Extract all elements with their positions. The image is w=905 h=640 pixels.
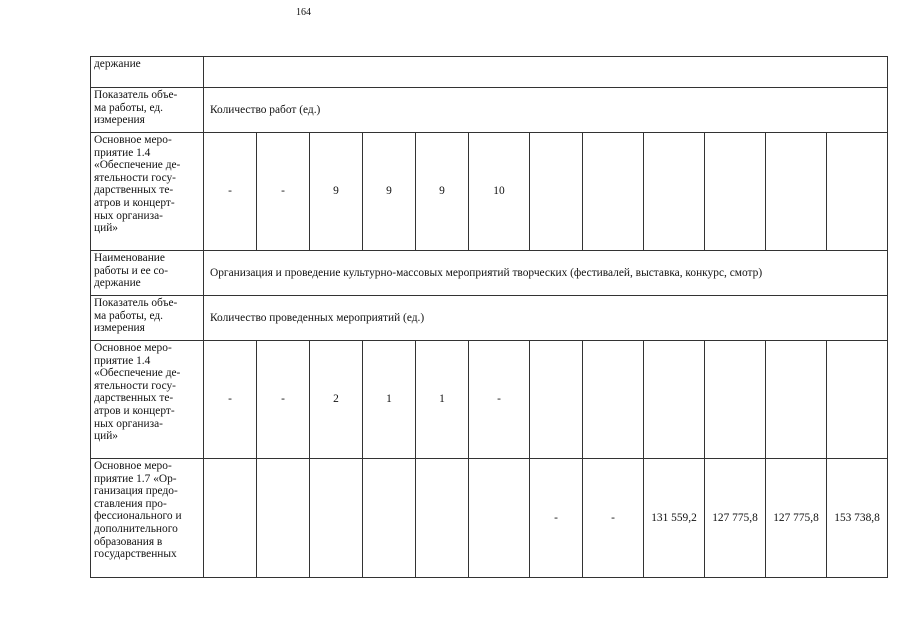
table-cell: - bbox=[530, 459, 583, 578]
row-label: Наименование работы и ее со- держание bbox=[91, 251, 204, 296]
table-row bbox=[91, 57, 888, 88]
page-number: 164 bbox=[296, 7, 311, 18]
table-cell: 153 738,8 bbox=[827, 459, 888, 578]
table-cell: - bbox=[204, 341, 257, 459]
table-cell: 9 bbox=[416, 133, 469, 251]
table-cell: 131 559,2 bbox=[644, 459, 705, 578]
table-cell bbox=[644, 133, 705, 251]
row-span-text bbox=[204, 57, 888, 88]
row-label: Показатель объе- ма работы, ед. измерения bbox=[91, 88, 204, 133]
table-cell: - bbox=[257, 133, 310, 251]
table-cell bbox=[827, 133, 888, 251]
table-cell bbox=[644, 341, 705, 459]
table-cell bbox=[363, 459, 416, 578]
table-row bbox=[91, 251, 888, 296]
table-cell bbox=[583, 341, 644, 459]
table-cell bbox=[766, 341, 827, 459]
table-cell: 9 bbox=[310, 133, 363, 251]
table-cell bbox=[310, 459, 363, 578]
row-label: Показатель объе- ма работы, ед. измерения bbox=[91, 296, 204, 341]
table-cell: 10 bbox=[469, 133, 530, 251]
table-cell: 9 bbox=[363, 133, 416, 251]
table-row bbox=[91, 88, 888, 133]
table-cell: - bbox=[257, 341, 310, 459]
table-cell bbox=[766, 133, 827, 251]
table-row bbox=[91, 296, 888, 341]
table-cell: - bbox=[204, 133, 257, 251]
table-cell: 1 bbox=[416, 341, 469, 459]
row-span-text: Количество проведенных мероприятий (ед.) bbox=[204, 296, 888, 341]
table-cell: 127 775,8 bbox=[705, 459, 766, 578]
table-cell bbox=[469, 459, 530, 578]
table-cell: - bbox=[583, 459, 644, 578]
table-cell: - bbox=[469, 341, 530, 459]
row-label: Основное меро- приятие 1.4 «Обеспечение де- ятельности госу- дарственных те- атров и концерт- ных организа- ций» bbox=[91, 133, 204, 251]
table-cell bbox=[530, 341, 583, 459]
table-cell bbox=[416, 459, 469, 578]
row-label: Основное меро- приятие 1.4 «Обеспечение де- ятельности госу- дарственных те- атров и концерт- ных организа- ций» bbox=[91, 341, 204, 459]
table-cell bbox=[257, 459, 310, 578]
row-label: держание bbox=[91, 57, 204, 88]
row-label: Основное меро- приятие 1.7 «Ор- ганизация предо- ставления про- фессионального и дополнительного образования в государственных bbox=[91, 459, 204, 578]
table-cell bbox=[204, 459, 257, 578]
table-cell bbox=[705, 133, 766, 251]
table-cell: 127 775,8 bbox=[766, 459, 827, 578]
data-table bbox=[90, 56, 888, 578]
table-row bbox=[91, 133, 888, 251]
table-cell: 2 bbox=[310, 341, 363, 459]
table-cell bbox=[705, 341, 766, 459]
table-row bbox=[91, 341, 888, 459]
table-cell bbox=[583, 133, 644, 251]
row-span-text: Количество работ (ед.) bbox=[204, 88, 888, 133]
table-cell: 1 bbox=[363, 341, 416, 459]
table-row bbox=[91, 459, 888, 578]
table-cell bbox=[530, 133, 583, 251]
table-cell bbox=[827, 341, 888, 459]
row-span-text: Организация и проведение культурно-массовых мероприятий творческих (фестивалей, выставка, конкурс, смотр) bbox=[204, 251, 888, 296]
